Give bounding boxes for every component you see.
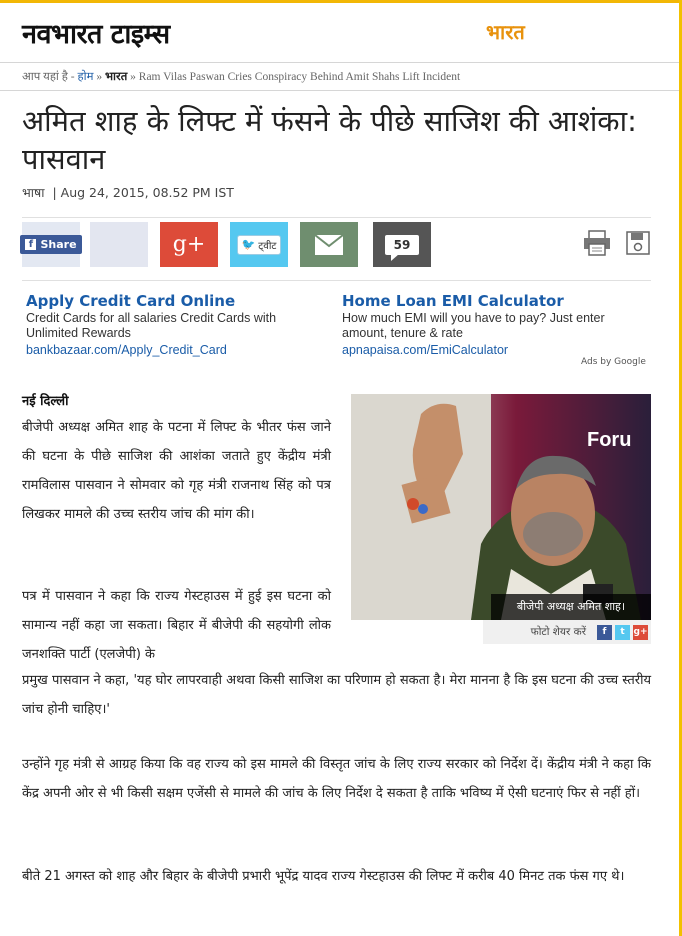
ads-by-google-label[interactable]: Ads by Google: [581, 357, 646, 367]
header-divider: [0, 62, 679, 63]
section-title[interactable]: भारत: [486, 20, 525, 44]
google-plus-share-button[interactable]: [160, 222, 218, 267]
facebook-icon[interactable]: f: [597, 625, 612, 640]
email-share-button[interactable]: [300, 222, 358, 267]
save-icon[interactable]: [626, 231, 650, 255]
twitter-tweet-button[interactable]: [230, 222, 288, 267]
share-divider-top: [22, 217, 651, 218]
photo-share-bar: [483, 620, 651, 644]
breadcrumb-separator: »: [130, 71, 136, 83]
article-dateline: नई दिल्ली: [22, 394, 69, 409]
breadcrumb-divider: [0, 90, 679, 91]
share-divider-bottom: [22, 280, 651, 281]
article-paragraph: बीते 21 अगस्त को शाह और बिहार के बीजेपी प्रभारी भूपेंद्र यादव राज्य गेस्टहाउस की लिफ्ट में करीब 40 मिनट तक फंस गए थे।: [22, 869, 625, 884]
twitter-icon[interactable]: t: [615, 625, 630, 640]
ad-url-link[interactable]: bankbazaar.com/Apply_Credit_Card: [26, 343, 227, 357]
byline: [22, 184, 234, 201]
envelope-icon: [314, 234, 344, 256]
breadcrumb-separator: »: [96, 71, 103, 83]
article-paragraph: प्रमुख पासवान ने कहा, 'यह घोर लापरवाही अथवा किसी साजिश का परिणाम हो सकता है। मेरा मानना है कि इस घटना की उच्च स्तरीय जांच होनी चाहिए।': [22, 673, 651, 717]
ad-title-link[interactable]: Apply Credit Card Online: [26, 292, 236, 310]
google-plus-icon[interactable]: g+: [633, 625, 648, 640]
ad-url-link[interactable]: apnapaisa.com/EmiCalculator: [342, 343, 509, 357]
photo-caption: बीजेपी अध्यक्ष अमित शाह।: [491, 594, 651, 620]
twitter-bird-icon: 🐦: [241, 238, 256, 251]
article-photo[interactable]: [351, 394, 651, 620]
ad-description: How much EMI will you have to pay? Just enter amount, tenure & rate: [342, 311, 605, 340]
breadcrumb: [22, 69, 460, 84]
article-headline: अमित शाह के लिफ्ट में फंसने के पीछे साजिश की आशंका: पासवान: [22, 104, 637, 176]
breadcrumb-section[interactable]: भारत: [104, 71, 128, 83]
breadcrumb-home-link[interactable]: होम: [77, 71, 94, 83]
photo-banner-text: Foru: [587, 429, 632, 451]
ad-block[interactable]: [26, 292, 326, 358]
article-date: | Aug 24, 2015, 08.52 PM IST: [52, 185, 234, 200]
facebook-share-button[interactable]: [22, 222, 80, 267]
article-source: भाषा: [22, 185, 45, 200]
share-button-placeholder[interactable]: [90, 222, 148, 267]
photo-illustration: [351, 394, 651, 620]
top-accent-bar: [0, 0, 682, 3]
ad-block[interactable]: [342, 292, 642, 358]
google-plus-label: g+: [172, 232, 206, 257]
article-paragraph: पत्र में पासवान ने कहा कि राज्य गेस्टहाउस में हुई इस घटना को सामान्य नहीं कहा जा सकता। बिहार में बीजेपी की सहयोगी लोक जनशक्ति पार्टी (एलजेपी) के: [22, 589, 331, 662]
photo-share-label: फोटो शेयर करें: [530, 626, 586, 638]
ad-title-link[interactable]: Home Loan EMI Calculator: [342, 292, 564, 310]
tweet-label: ट्वीट: [258, 240, 277, 252]
breadcrumb-prefix: आप यहां है -: [22, 71, 75, 83]
facebook-icon: f: [25, 239, 36, 250]
facebook-share-label: Share: [40, 238, 77, 251]
print-icon[interactable]: [583, 230, 611, 256]
comment-count-bubble: 59: [385, 235, 419, 255]
comments-button[interactable]: [373, 222, 431, 267]
article-paragraph: बीजेपी अध्यक्ष अमित शाह के पटना में लिफ्ट के भीतर फंस जाने की घटना के पीछे साजिश की आशंका जताते हुए केंद्रीय मंत्री रामविलास पासवान ने सोमवार को गृह मंत्री राजनाथ सिंह को पत्र लिखकर मामले की उच्च स्तरीय जांच की मांग की।: [22, 420, 331, 522]
site-logo[interactable]: नवभारत टाइम्स: [22, 19, 170, 50]
breadcrumb-current: Ram Vilas Paswan Cries Conspiracy Behind Amit Shahs Lift Incident: [138, 71, 461, 83]
article-paragraph: उन्होंने गृह मंत्री से आग्रह किया कि वह राज्य को इस मामले की विस्तृत जांच के लिए राज्य सरकार को निर्देश दें। केंद्रीय मंत्री ने कहा कि केंद्र अपनी ओर से भी किसी सक्षम एजेंसी से मामले की जांच के लिए निर्देश दे सकता है ताकि भविष्य में ऐसी घटनाएं फिर से नहीं हों।: [22, 757, 651, 801]
ad-description: Credit Cards for all salaries Credit Cards with Unlimited Rewards: [26, 311, 277, 340]
